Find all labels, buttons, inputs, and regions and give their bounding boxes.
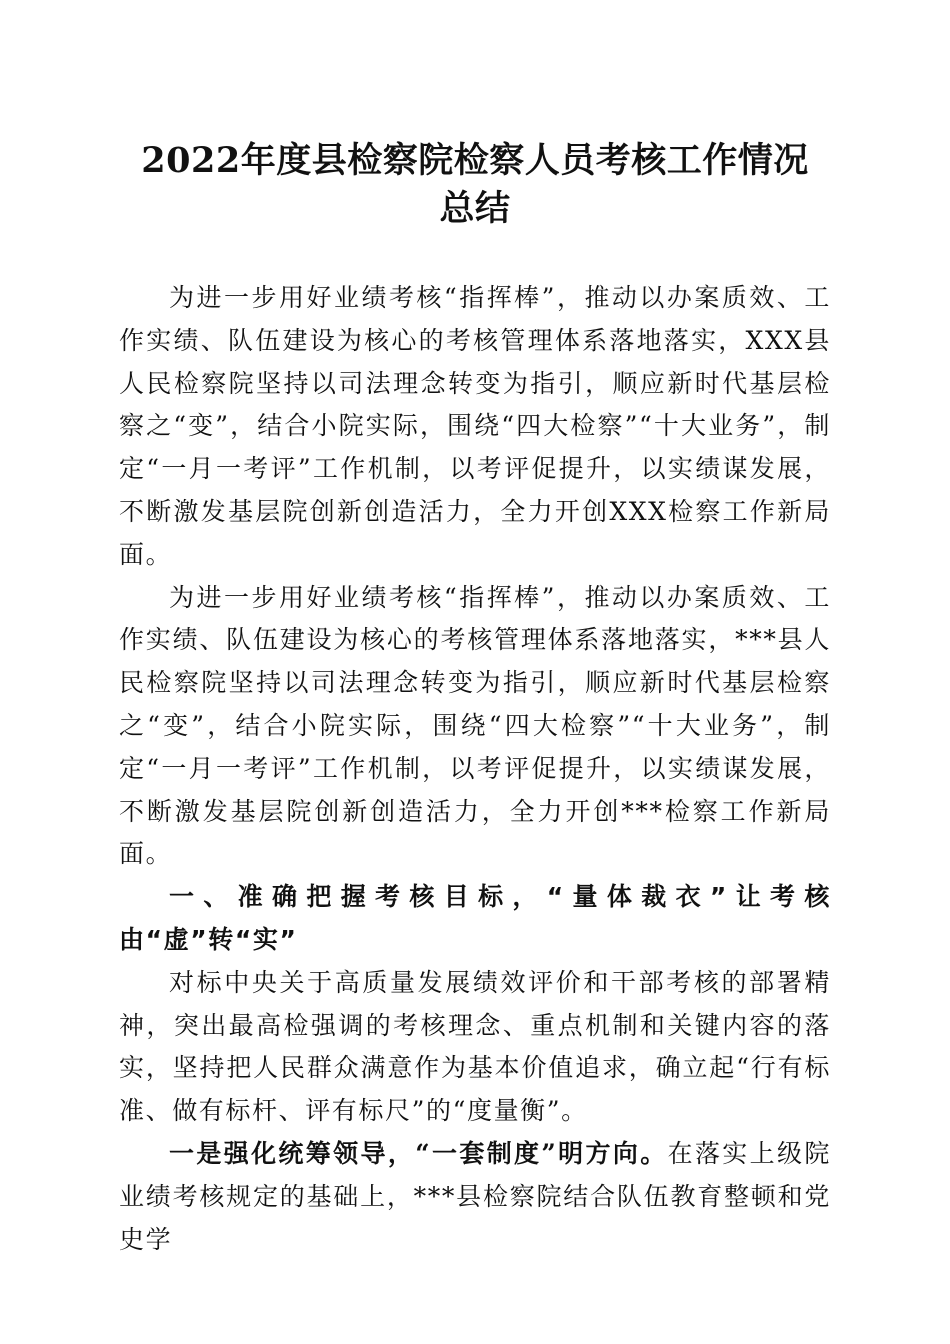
document-title: 2022年度县检察院检察人员考核工作情况总结	[141, 140, 809, 229]
point-1-text: 在落实上级院业绩考核规定的基础上，***县检察院结合队伍教育整顿和党史学	[119, 1138, 831, 1254]
document-body	[119, 277, 831, 1261]
section-heading-1: 一、准确把握考核目标，“量体裁衣”让考核由“虚”转“实”	[119, 882, 831, 954]
paragraph-point-1	[119, 1133, 831, 1261]
paragraph-intro-2: 为进一步用好业绩考核“指挥棒”，推动以办案质效、工作实绩、队伍建设为核心的考核管理体系落地落实，***县人民检察院坚持以司法理念转变为指引，顺应新时代基层检察之“变”，结合小院实际，围绕“四大检察”“十大业务”，制定“一月一考评”工作机制，以考评促提升，以实绩谋发展，不断激发基层院创新创造活力，全力开创***检察工作新局面。	[119, 582, 831, 869]
paragraph-intro-1: 为进一步用好业绩考核“指挥棒”，推动以办案质效、工作实绩、队伍建设为核心的考核管理体系落地落实，XXX县人民检察院坚持以司法理念转变为指引，顺应新时代基层检察之“变”，结合小院实际，围绕“四大检察”“十大业务”，制定“一月一考评”工作机制，以考评促提升，以实绩谋发展，不断激发基层院创新创造活力，全力开创XXX检察工作新局面。	[119, 283, 831, 569]
point-1-lead: 一是强化统筹领导，“一套制度”明方向。	[169, 1138, 668, 1168]
paragraph-section-1: 对标中央关于高质量发展绩效评价和干部考核的部署精神，突出最高检强调的考核理念、重点机制和关键内容的落实，坚持把人民群众满意作为基本价值追求，确立起“行有标准、做有标杆、评有标尺”的“度量衡”。	[119, 967, 831, 1126]
